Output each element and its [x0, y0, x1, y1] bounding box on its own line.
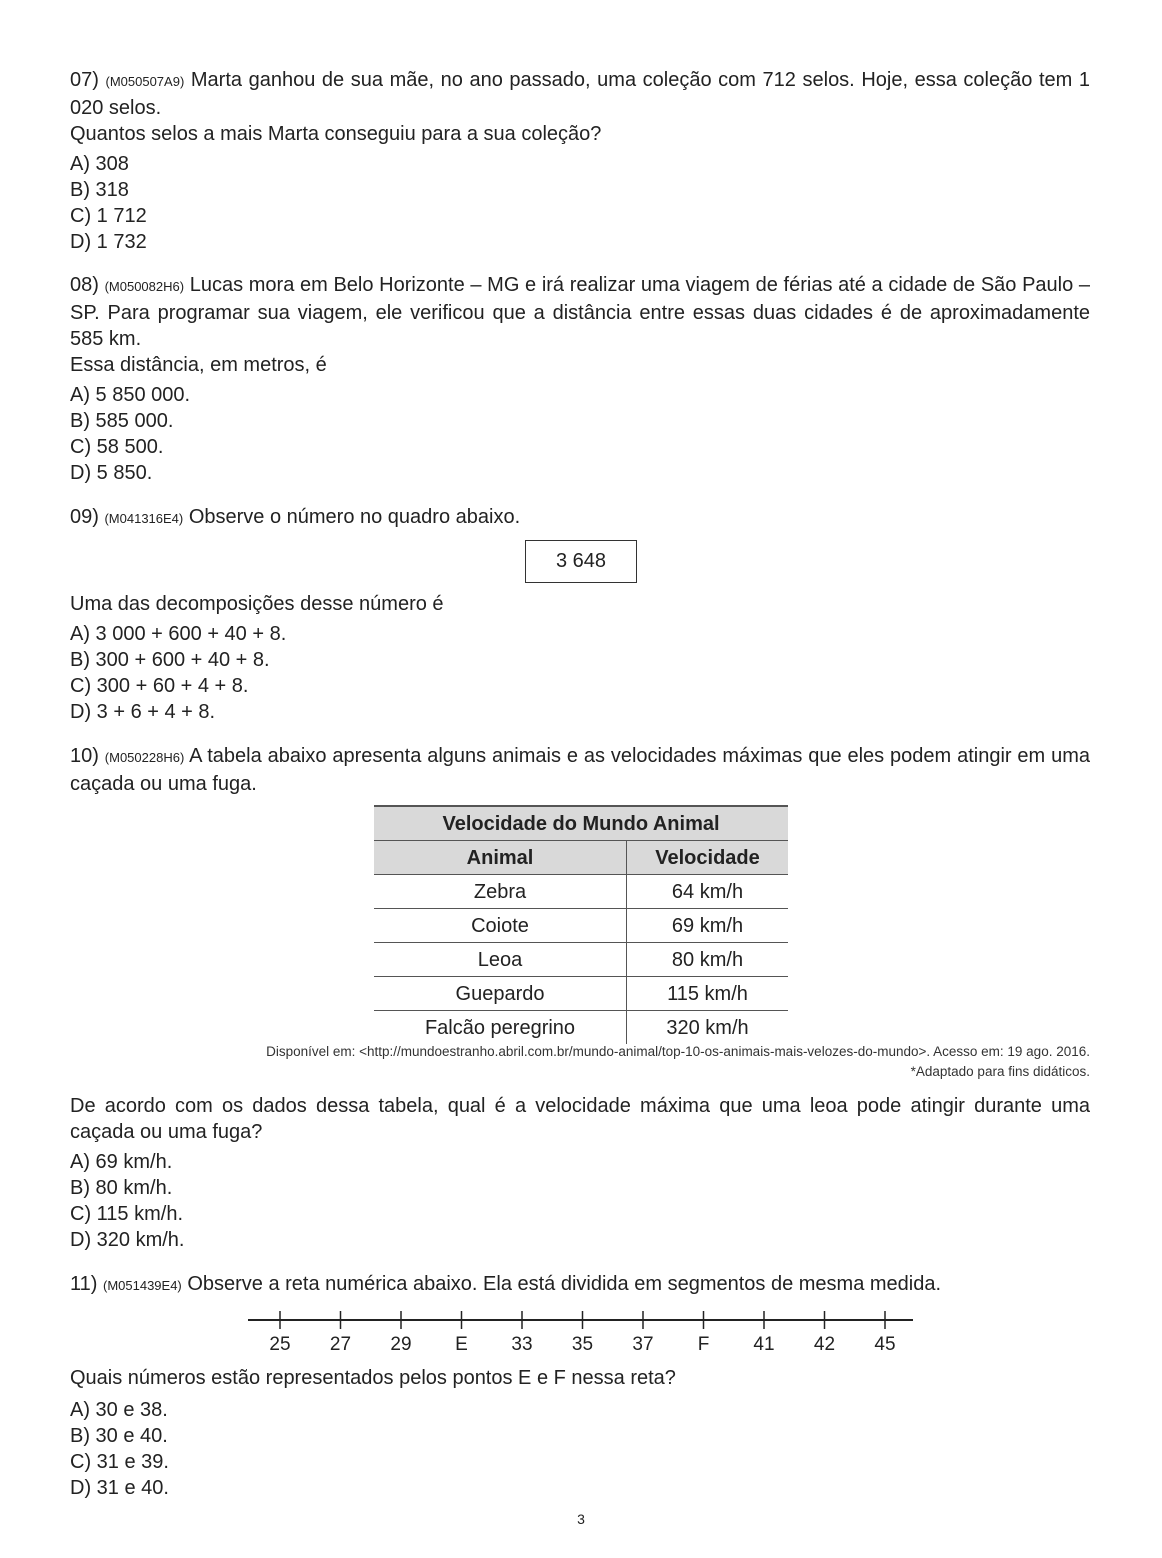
number-line [240, 1305, 930, 1360]
option-d: D) 320 km/h. [70, 1229, 185, 1251]
option-c: C) 31 e 39. [70, 1451, 169, 1473]
cell-speed: 69 km/h [627, 909, 789, 943]
option-b: B) 585 000. [70, 410, 174, 432]
question-08 [70, 272, 1090, 486]
question-prompt: Uma das decomposições desse número é [70, 593, 444, 615]
table-row [374, 875, 788, 909]
question-prompt: De acordo com os dados dessa tabela, qual é a velocidade máxima que uma leoa pode atingir durante uma caçada ou uma fuga? [70, 1095, 1090, 1143]
cell-speed: 64 km/h [627, 875, 789, 909]
question-code: (M051439E4) [102, 1278, 182, 1293]
table-row [374, 1011, 788, 1045]
question-number: 10) [70, 745, 99, 767]
number-line-label: 35 [571, 1334, 594, 1355]
question-code: (M050507A9) [105, 74, 185, 89]
option-b: B) 300 + 600 + 40 + 8. [70, 649, 270, 671]
cell-animal: Zebra [374, 875, 627, 909]
question-09 [70, 504, 1090, 532]
option-a: A) 69 km/h. [70, 1151, 173, 1173]
table-row [374, 943, 788, 977]
option-c: C) 58 500. [70, 436, 164, 458]
question-code: (M050228H6) [104, 750, 185, 765]
question-text: Observe a reta numérica abaixo. Ela está dividida em segmentos de mesma medida. [187, 1273, 942, 1295]
option-c: C) 300 + 60 + 4 + 8. [70, 675, 249, 697]
cell-animal: Guepardo [374, 977, 627, 1011]
cell-speed: 80 km/h [627, 943, 789, 977]
question-09-body [70, 591, 1090, 725]
option-a: A) 308 [70, 153, 129, 175]
options [70, 1397, 1090, 1501]
question-number: 11) [70, 1273, 98, 1295]
number-line-label: 42 [813, 1334, 836, 1355]
option-b: B) 30 e 40. [70, 1425, 168, 1447]
cell-animal: Falcão peregrino [374, 1011, 627, 1045]
option-c: C) 115 km/h. [70, 1203, 183, 1225]
number-line-label: F [697, 1334, 710, 1355]
number-line-label: E [455, 1334, 468, 1355]
options [70, 621, 1090, 725]
column-header-animal: Animal [374, 841, 627, 875]
table-source: Disponível em: <http://mundoestranho.abril.com.br/mundo-animal/top-10-os-animais-mais-velozes-do-mundo>. Acesso em: 19 ago. 2016. [266, 1044, 1090, 1059]
option-d: D) 31 e 40. [70, 1477, 169, 1499]
cell-speed: 320 km/h [666, 1016, 749, 1039]
question-text: A tabela abaixo apresenta alguns animais e as velocidades máximas que eles podem atingir em uma caçada ou uma fuga. [70, 745, 1091, 795]
table-row [374, 977, 788, 1011]
option-b: B) 80 km/h. [70, 1177, 173, 1199]
question-code: (M050082H6) [104, 279, 185, 294]
number-box: 3 648 [525, 540, 637, 583]
column-header-speed: Velocidade [627, 841, 789, 875]
question-07 [70, 67, 1090, 255]
number-line-label: 33 [511, 1334, 533, 1355]
question-number: 07) [70, 69, 99, 91]
question-prompt: Essa distância, em metros, é [70, 354, 327, 376]
option-c: C) 1 712 [70, 205, 147, 227]
table-title: Velocidade do Mundo Animal [374, 806, 788, 841]
option-d: D) 1 732 [70, 231, 147, 253]
question-code: (M041316E4) [104, 511, 184, 526]
cell-speed: 115 km/h [627, 977, 789, 1011]
question-prompt: Quantos selos a mais Marta conseguiu para a sua coleção? [70, 123, 602, 145]
options [70, 382, 1090, 486]
question-number: 09) [70, 506, 99, 528]
question-text: Marta ganhou de sua mãe, no ano passado, uma coleção com 712 selos. Hoje, essa coleção tem 1 020 selos. [70, 69, 1091, 119]
table-note: *Adaptado para fins didáticos. [910, 1064, 1090, 1079]
question-10-body [70, 1093, 1090, 1253]
question-number: 08) [70, 274, 99, 296]
options [70, 151, 1090, 255]
cell-animal: Coiote [374, 909, 627, 943]
number-line-label: 41 [753, 1334, 775, 1355]
option-a: A) 5 850 000. [70, 384, 191, 406]
question-11-body [70, 1365, 1090, 1501]
cell-animal: Leoa [374, 943, 627, 977]
option-a: A) 30 e 38. [70, 1399, 168, 1421]
option-a: A) 3 000 + 600 + 40 + 8. [70, 623, 287, 645]
number-line-label: 45 [874, 1334, 896, 1355]
option-d: D) 5 850. [70, 462, 153, 484]
number-line-label: 27 [329, 1334, 352, 1355]
table-row [374, 909, 788, 943]
number-line-label: 29 [390, 1334, 412, 1355]
page-number: 3 [577, 1511, 585, 1527]
options [70, 1149, 1090, 1253]
animal-speed-table [374, 805, 788, 1044]
question-text: Lucas mora em Belo Horizonte – MG e irá realizar uma viagem de férias até a cidade de São Paulo – SP. Para programar sua viagem, ele verificou que a distância entre essas duas cidades é de aproximadamente 585 km. [70, 274, 1091, 350]
question-text: Observe o número no quadro abaixo. [188, 506, 521, 528]
question-10 [70, 743, 1090, 797]
number-line-label: 37 [632, 1334, 654, 1355]
question-11 [70, 1271, 1090, 1299]
option-b: B) 318 [70, 179, 129, 201]
question-prompt: Quais números estão representados pelos pontos E e F nessa reta? [70, 1367, 676, 1389]
number-line-label: 25 [269, 1334, 291, 1355]
option-d: D) 3 + 6 + 4 + 8. [70, 701, 216, 723]
